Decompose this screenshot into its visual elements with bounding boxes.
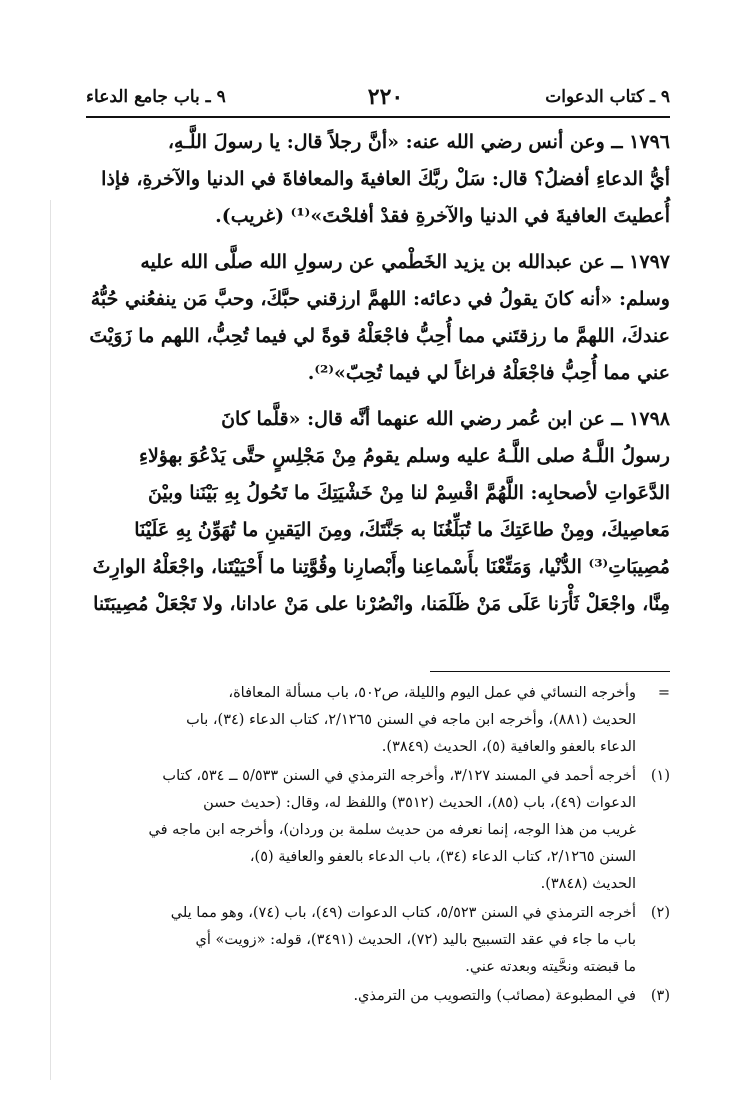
text-line: ١٧٩٧ ــ عن عبدالله بن يزيد الخَطْمي عن رسولِ الله صلَّى الله عليه <box>140 251 670 273</box>
footnote-line: في المطبوعة (مصائب) والتصويب من الترمذي. <box>353 988 636 1004</box>
footnote-line: باب ما جاء في عقد التسبيح باليد (٧٢)، الحديث (٣٤٩١)، قوله: «زويت» أي <box>195 932 636 948</box>
footnote-line: غريب من هذا الوجه، إنما نعرفه من حديث سلمة بن وردان)، وأخرجه ابن ماجه في <box>148 822 636 838</box>
text-line: عني مما أُحِبُّ فاجْعَلْهُ فراغاً لي فيما تُحِبّ»⁽²⁾. <box>307 362 670 384</box>
hadith-1796 <box>86 124 670 235</box>
text-line: ١٧٩٨ ــ عن ابن عُمر رضي الله عنهما أنَّه قال: «قلَّما كانَ <box>221 408 670 430</box>
text-line: أيُّ الدعاءِ أفضلُ؟ قال: سَلْ ربَّكَ العافيةَ والمعافاةَ في الدنيا والآخرةِ، فإذا <box>101 168 670 190</box>
text-line: ١٧٩٦ ــ وعن أنس رضي الله عنه: «أنَّ رجلاً قال: يا رسولَ اللَّـهِ، <box>167 131 670 153</box>
footnote-mark: = <box>657 685 670 701</box>
main-text <box>86 124 670 632</box>
footnote-line: ما قبضته ونحَّيته وبعدته عني. <box>465 959 636 975</box>
footnote-3 <box>86 983 670 1010</box>
text-line: مُصِيبَاتِ⁽³⁾ الدُّنْيا، وَمَتِّعْنَا بأَسْماعِنا وأَبْصارِنا وقُوَّتِنا ما أَحْيَيْتَنا، واجْعَلْهُ الوارِثَ <box>92 556 670 578</box>
footnote-mark: (٣) <box>650 988 670 1004</box>
footnote-line: الحديث (٨٨١)، وأخرجه ابن ماجه في السنن ٢/١٢٦٥، كتاب الدعاء (٣٤)، باب <box>186 712 636 728</box>
footnote-line: وأخرجه النسائي في عمل اليوم والليلة، ص٥٠٢، باب مسألة المعافاة، <box>228 685 636 701</box>
page-number: ٢٢٠ <box>367 84 404 110</box>
text-line: أُعطيتَ العافيةَ في الدنيا والآخرةِ فقدْ أفلحْتَ»⁽¹⁾ (غريب). <box>215 205 670 227</box>
text-line: رسولُ اللَّـهُ صلى اللَّـهُ عليه وسلم يقومُ مِنْ مَجْلِسٍ حتَّى يَدْعُوَ بهؤلاءِ <box>139 445 670 467</box>
footnote-line: الدعوات (٤٩)، باب (٨٥)، الحديث (٣٥١٢) واللفظ له، وقال: (حديث حسن <box>203 795 636 811</box>
footnote-line: أخرجه الترمذي في السنن ٥/٥٢٣، كتاب الدعوات (٤٩)، باب (٧٤)، وهو مما يلي <box>170 905 636 921</box>
footnote-2 <box>86 900 670 981</box>
text-line: مِنَّا، واجْعَلْ ثَأْرَنا عَلَى مَنْ ظَلَمَنا، وانْصُرْنا على مَنْ عادانا، ولا تَجْعَلْ مُصِيبَتَنا <box>93 593 670 615</box>
footnote-line: أخرجه أحمد في المسند ٣/١٢٧، وأخرجه الترمذي في السنن ٥/٥٣٣ ــ ٥٣٤، كتاب <box>162 768 636 784</box>
hadith-1797 <box>86 244 670 392</box>
footnote-mark: (١) <box>650 768 670 784</box>
header-rule <box>86 116 670 118</box>
footnote-line: السنن ٢/١٢٦٥، كتاب الدعاء (٣٤)، باب الدعاء بالعفو والعافية (٥)، <box>249 849 636 865</box>
text-line: عندكَ، اللهمَّ ما رزقتَني مما أُحِبُّ فاجْعَلْهُ قوةً لي فيما تُحِبُّ، اللهم ما زَوَيْتَ <box>89 325 670 347</box>
section-title: ٩ ـ باب جامع الدعاء <box>86 87 226 107</box>
text-line: الدَّعَواتِ لأصحابِه: اللَّهُمَّ اقْسِمْ لنا مِنْ خَشْيَتِكَ ما تَحُولُ بِهِ بَيْنَنا وبيْنَ <box>147 482 670 504</box>
text-line: مَعاصِيكَ، ومِنْ طاعَتِكَ ما تُبَلِّغُنَا به جَنَّتَكَ، ومِنَ اليَقينِ ما تُهَوِّنُ بِهِ عَلَيْنَا <box>134 519 670 541</box>
page-edge-line <box>50 200 51 1080</box>
hadith-1798 <box>86 401 670 623</box>
footnote-line: الحديث (٣٨٤٨). <box>540 876 636 892</box>
footnote-mark: (٢) <box>650 905 670 921</box>
footnotes <box>86 680 670 1012</box>
text-line: وسلم: «أنه كانَ يقولُ في دعائه: اللهمَّ ارزقني حبَّكَ، وحبَّ مَن ينفعُني حُبُّهُ <box>90 288 670 310</box>
running-header <box>86 80 670 114</box>
footnote-continued <box>86 680 670 761</box>
footnote-rule <box>430 671 670 672</box>
footnote-1 <box>86 763 670 898</box>
footnote-line: الدعاء بالعفو والعافية (٥)، الحديث (٣٨٤٩). <box>381 739 636 755</box>
chapter-title: ٩ ـ كتاب الدعوات <box>545 87 670 107</box>
